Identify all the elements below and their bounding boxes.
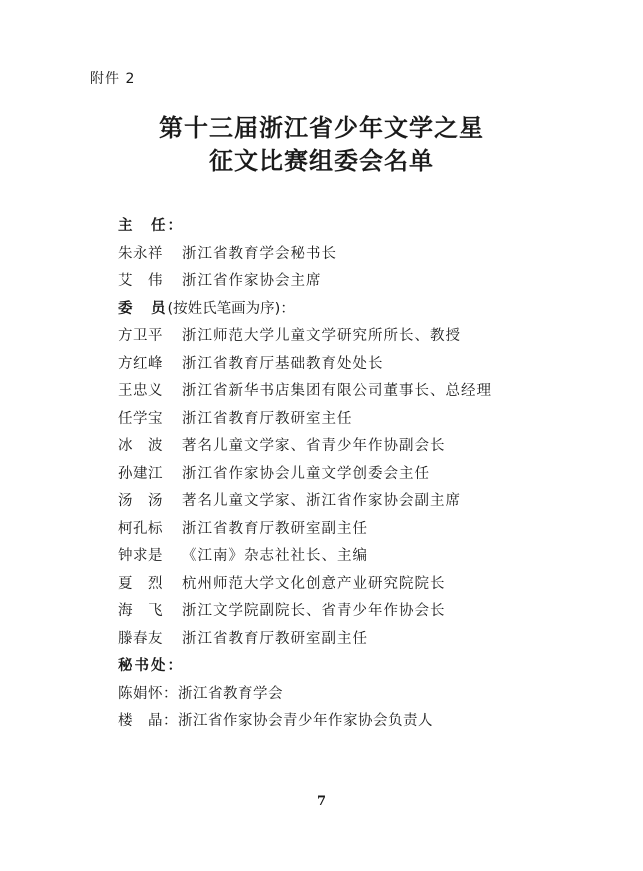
director-row (118, 268, 598, 296)
annex-label: 附件 2 (90, 71, 136, 87)
committee-member-row (118, 378, 598, 406)
member-name: 方红峰 (118, 355, 163, 372)
member-role: 浙江省教育学会秘书长 (182, 245, 337, 262)
secretariat-row: 楼 晶：浙江省作家协会青少年作家协会负责人 (118, 713, 433, 729)
member-name: 滕春友 (118, 630, 163, 647)
committee-member-row (118, 323, 598, 351)
member-name: 王忠义 (118, 383, 163, 399)
committee-member-row (118, 571, 598, 599)
secretariat-row: 陈娟怀：浙江省教育学会 (118, 685, 283, 702)
member-role: 浙江省作家协会主席 (182, 273, 322, 289)
committee-member-row (118, 488, 598, 516)
member-role: 浙江省教育厅教研室副主任 (182, 520, 368, 537)
committee-member-row (118, 406, 598, 434)
member-role: 浙江省教育厅教研室副主任 (182, 630, 368, 647)
member-name: 夏 烈 (118, 575, 163, 592)
committee-member-row (118, 543, 598, 571)
secretariat-heading: 秘书处： (118, 658, 184, 674)
member-name: 汤 汤 (118, 493, 163, 509)
committee-member-row (118, 598, 598, 626)
member-role: 浙江师范大学儿童文学研究所所长、教授 (182, 328, 461, 344)
member-role: 浙江省教育厅教研室主任 (182, 410, 353, 427)
committee-list (118, 213, 598, 736)
committee-member-row (118, 351, 598, 379)
member-role: 浙江省新华书店集团有限公司董事长、总经理 (182, 383, 492, 399)
committee-member-row (118, 433, 598, 461)
page-number: 7 (316, 794, 327, 809)
committee-member-row (118, 626, 598, 654)
committee-heading-label: 委 员 (118, 300, 168, 317)
member-role: 浙江文学院副院长、省青少年作协会长 (182, 603, 446, 619)
committee-order-note: (按姓氏笔画为序)： (167, 300, 295, 317)
member-name: 方卫平 (118, 328, 163, 344)
committee-member-row (118, 461, 598, 489)
committee-member-row (118, 516, 598, 544)
member-name: 钟求是 (118, 548, 163, 564)
document-title-line-1: 第十三届浙江省少年文学之星 (159, 113, 484, 142)
document-title-line-2: 征文比赛组委会名单 (209, 146, 434, 175)
member-role: 著名儿童文学家、浙江省作家协会副主席 (182, 493, 461, 509)
committee-heading (118, 296, 598, 324)
director-row (118, 241, 598, 269)
director-heading: 主 任： (118, 218, 184, 234)
member-name: 艾 伟 (118, 273, 163, 289)
member-name: 任学宝 (118, 410, 163, 427)
member-role: 浙江省教育厅基础教育处处长 (182, 355, 384, 372)
member-name: 海 飞 (118, 603, 163, 619)
member-role: 浙江省作家协会儿童文学创委会主任 (182, 465, 430, 482)
member-role: 《江南》杂志社社长、主编 (182, 548, 368, 564)
member-name: 柯孔标 (118, 520, 163, 537)
member-role: 杭州师范大学文化创意产业研究院院长 (182, 575, 446, 592)
member-name: 冰 波 (118, 438, 163, 454)
member-name: 孙建江 (118, 465, 163, 482)
member-name: 朱永祥 (118, 245, 163, 262)
member-role: 著名儿童文学家、省青少年作协副会长 (182, 438, 446, 454)
